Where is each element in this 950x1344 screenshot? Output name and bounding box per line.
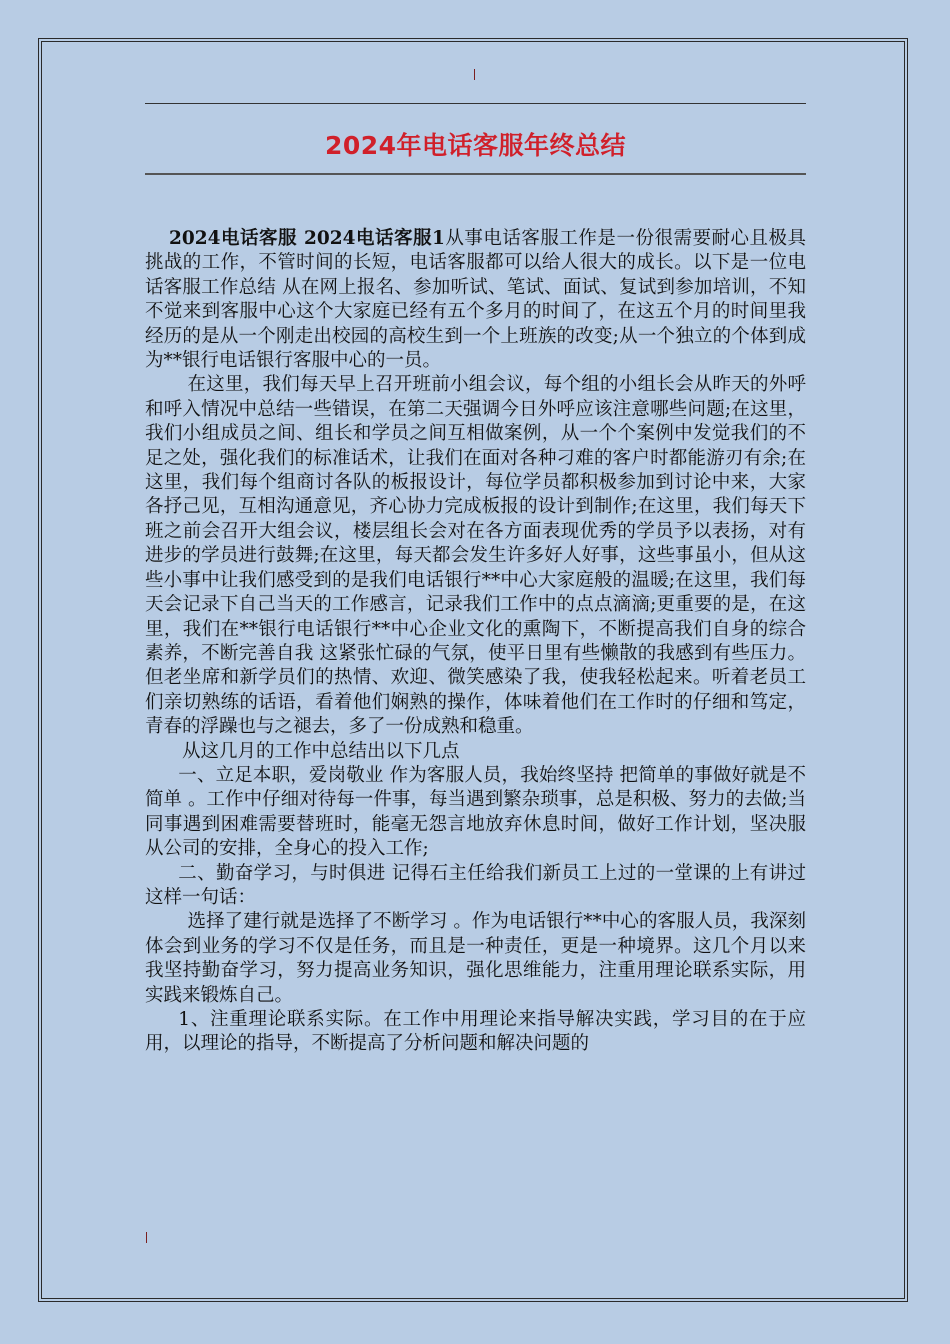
header-cursor-mark — [474, 69, 475, 80]
intro-text: 从事电话客服工作是一份很需要耐心且极具挑战的工作，不管时间的长短，电话客服都可以给人很大的成长。以下是一位电话客服工作总结 从在网上报名、参加听试、笔试、面试、复试到参加培训，不知不觉来到客服中心这个大家庭已经有五个多月的时间了，在这五个月的时间里我经历的是从一个刚走出校园的高校生到一个上班族的改变;从一个独立的个体到成为**银行电话银行客服中心的一员。 — [145, 228, 806, 372]
title-underline — [145, 173, 806, 175]
paragraph-point-two: 二、勤奋学习，与时俱进 记得石主任给我们新员工上过的一堂课的上有讲过这样一句话： — [145, 862, 806, 908]
intro-lead: 2024电话客服 2024电话客服1 — [169, 228, 445, 249]
header-rule — [145, 103, 806, 104]
paragraph-learning: 选择了建行就是选择了不断学习 。作为电话银行**中心的客服人员，我深刻体会到业务的学习不仅是任务，而且是一种责任，更是一种境界。这几个月以来我坚持勤奋学习，努力提高业务知识，强化思维能力，注重用理论联系实际，用实践来锻炼自己。 — [145, 911, 806, 1006]
document-title: 2024年电话客服年终总结 — [324, 131, 627, 160]
paragraph-point-one: 一、立足本职，爱岗敬业 作为客服人员，我始终坚持 把简单的事做好就是不简单 。工作中仔细对待每一件事，每当遇到繁杂琐事，总是积极、努力的去做;当同事遇到困难需要替班时，能毫无怨言地放弃休息时间，做好工作计划，坚决服从公司的安排，全身心的投入工作; — [145, 764, 806, 860]
paragraph-daily-work: 在这里，我们每天早上召开班前小组会议，每个组的小组长会从昨天的外呼和呼入情况中总结一些错误，在第二天强调今日外呼应该注意哪些问题;在这里，我们小组成员之间、组长和学员之间互相做案例，从一个个案例中发觉我们的不足之处，强化我们的标准话术，让我们在面对各种刁难的客户时都能游刃有余;在这里，我们每个组商讨各队的板报设计，每位学员都积极参加到讨论中来，大家各抒己见，互相沟通意见，齐心协力完成板报的设计到制作;在这里，我们每天下班之前会召开大组会议，楼层组长会对在各方面表现优秀的学员予以表扬，对有进步的学员进行鼓舞;在这里，每天都会发生许多好人好事，这些事虽小，但从这些小事中让我们感受到的是我们电话银行**中心大家庭般的温暖;在这里，我们每天会记录下自己当天的工作感言，记录我们工作中的点点滴滴;更重要的是，在这里，我们在**银行电话银行**中心企业文化的熏陶下，不断提高我们自身的综合素养，不断完善自我 这紧张忙碌的气氛，使平日里有些懒散的我感到有些压力。但老坐席和新学员们的热情、欢迎、微笑感染了我，使我轻松起来。听着老员工们亲切熟练的话语，看着他们娴熟的操作，体味着他们在工作时的仔细和笃定，青春的浮躁也与之褪去，多了一份成熟和稳重。 — [145, 374, 806, 738]
document-body — [145, 227, 806, 1057]
paragraph-intro — [145, 227, 806, 373]
footer-cursor-mark — [146, 1232, 147, 1243]
paragraph-subpoint-one: 1、注重理论联系实际。在工作中用理论来指导解决实践，学习目的在于应用，以理论的指导，不断提高了分析问题和解决问题的 — [145, 1009, 806, 1055]
paragraph-summary-heading: 从这几月的工作中总结出以下几点 — [182, 740, 460, 762]
